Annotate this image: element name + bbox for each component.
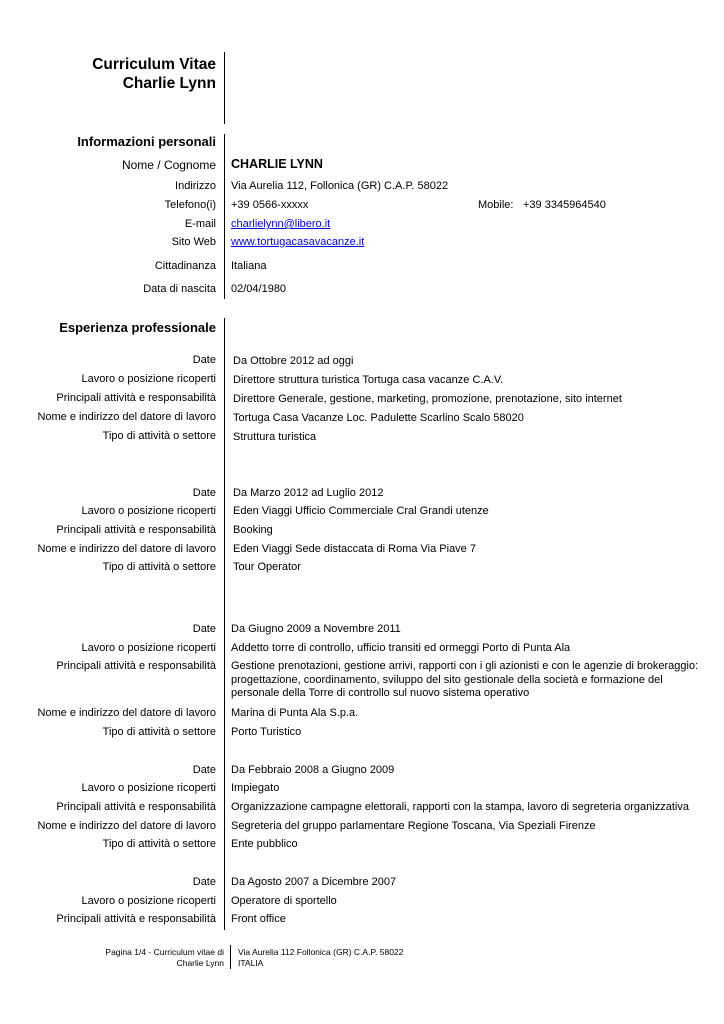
exp-role: Eden Viaggi Ufficio Commerciale Cral Grandi utenze [233, 505, 489, 517]
phone-label: Telefono(i) [164, 199, 216, 211]
exp-date: Da Febbraio 2008 a Giugno 2009 [231, 764, 395, 776]
exp-employer: Segreteria del gruppo parlamentare Regione Toscana, Via Speziali Firenze [231, 820, 596, 832]
exp-duties-label: Principali attività e responsabilità [56, 392, 216, 404]
phone-value: +39 0566-xxxxx [231, 199, 309, 211]
footer-country: ITALIA [238, 958, 264, 968]
exp-sector-label: Tipo di attività o settore [102, 561, 216, 573]
exp-date-label: Date [192, 487, 216, 499]
cv-title-line2: Charlie Lynn [122, 75, 216, 92]
exp-role: Impiegato [231, 782, 280, 794]
footer-left [105, 947, 224, 969]
section-experience-title: Esperienza professionale [59, 320, 216, 335]
address-label: Indirizzo [175, 180, 216, 192]
exp-date-label: Date [192, 764, 216, 776]
cv-title-line1: Curriculum Vitae [92, 56, 216, 73]
exp-employer: Tortuga Casa Vacanze Loc. Padulette Scarlino Scalo 58020 [233, 412, 524, 424]
exp-sector: Tour Operator [233, 561, 301, 573]
footer-divider [230, 945, 231, 969]
exp-employer-label: Nome e indirizzo del datore di lavoro [37, 707, 216, 719]
exp-employer: Eden Viaggi Sede distaccata di Roma Via Piave 7 [233, 543, 476, 555]
birthdate-label: Data di nascita [143, 283, 216, 295]
exp-duties-label: Principali attività e responsabilità [56, 524, 216, 536]
exp-duties-label: Principali attività e responsabilità [56, 660, 216, 672]
website-link[interactable]: www.tortugacasavacanze.it [231, 236, 365, 248]
footer-page-info: Pagina 1/4 - Curriculum vitae di [105, 947, 224, 957]
exp-sector: Struttura turistica [233, 431, 317, 443]
exp-date-label: Date [192, 354, 216, 366]
exp-date-label: Date [192, 876, 216, 888]
exp-duties: Front office [231, 913, 286, 925]
exp-role: Addetto torre di controllo, ufficio transiti ed ormeggi Porto di Punta Ala [231, 642, 571, 654]
exp-sector: Porto Turistico [231, 726, 302, 738]
footer-name: Charlie Lynn [176, 958, 224, 968]
name-value: CHARLIE LYNN [231, 157, 323, 171]
exp-duties-label: Principali attività e responsabilità [56, 913, 216, 925]
address-value: Via Aurelia 112, Follonica (GR) C.A.P. 58022 [231, 180, 449, 192]
divider-experience [224, 318, 225, 930]
exp-duties: Direttore Generale, gestione, marketing, promozione, prenotazione, sito internet [233, 393, 622, 405]
exp-sector-label: Tipo di attività o settore [102, 726, 216, 738]
citizenship-value: Italiana [231, 260, 267, 272]
exp-sector: Ente pubblico [231, 838, 298, 850]
email-label: E-mail [184, 218, 216, 230]
exp-sector-label: Tipo di attività o settore [102, 430, 216, 442]
section-personal-title: Informazioni personali [77, 134, 216, 149]
exp-duties: Organizzazione campagne elettorali, rapporti con la stampa, lavoro di segreteria organizzativa [231, 801, 689, 813]
exp-date: Da Marzo 2012 ad Luglio 2012 [233, 487, 384, 499]
birthdate-value: 02/04/1980 [231, 283, 287, 295]
email-link[interactable]: charlielynn@libero.it [231, 218, 331, 230]
exp-role-label: Lavoro o posizione ricoperti [81, 895, 216, 907]
website-label: Sito Web [171, 236, 216, 248]
exp-duties-label: Principali attività e responsabilità [56, 801, 216, 813]
mobile-value: +39 3345964540 [523, 199, 606, 211]
exp-role-label: Lavoro o posizione ricoperti [81, 782, 216, 794]
footer-right [238, 947, 403, 969]
exp-role: Operatore di sportello [231, 895, 337, 907]
exp-duties: Booking [233, 524, 273, 536]
divider-personal [224, 134, 225, 299]
cv-title [92, 55, 216, 93]
exp-date: Da Agosto 2007 a Dicembre 2007 [231, 876, 397, 888]
exp-employer-label: Nome e indirizzo del datore di lavoro [37, 820, 216, 832]
exp-role: Direttore struttura turistica Tortuga casa vacanze C.A.V. [233, 374, 504, 386]
mobile-label: Mobile: [478, 199, 514, 211]
exp-employer: Marina di Punta Ala S.p.a. [231, 707, 359, 719]
divider-header [224, 52, 225, 124]
exp-role-label: Lavoro o posizione ricoperti [81, 505, 216, 517]
exp-employer-label: Nome e indirizzo del datore di lavoro [37, 411, 216, 423]
footer-address: Via Aurelia 112 Follonica (GR) C.A.P. 58022 [238, 947, 404, 957]
citizenship-label: Cittadinanza [154, 260, 216, 272]
exp-role-label: Lavoro o posizione ricoperti [81, 642, 216, 654]
exp-employer-label: Nome e indirizzo del datore di lavoro [37, 543, 216, 555]
exp-duties: Gestione prenotazioni, gestione arrivi, rapporti con i gli azionisti e con le agenzie di brokeraggio: progettazione, coordinamento, sviluppo del sito gestionale della società e formazione del personale della Torre di controllo sul nuovo sistema operativo [231, 660, 699, 699]
name-label: Nome / Cognome [121, 158, 216, 172]
exp-sector-label: Tipo di attività o settore [102, 838, 216, 850]
exp-date: Da Giugno 2009 a Novembre 2011 [231, 623, 401, 635]
exp-date-label: Date [192, 623, 216, 635]
exp-date: Da Ottobre 2012 ad oggi [233, 355, 354, 367]
exp-role-label: Lavoro o posizione ricoperti [81, 373, 216, 385]
